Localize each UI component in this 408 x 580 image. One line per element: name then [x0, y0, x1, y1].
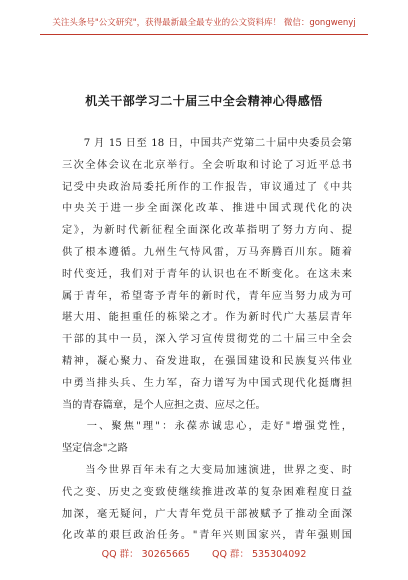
- body-line: 三次全体会议在北京举行。全会听取和讨论了习近平总书: [62, 159, 352, 171]
- body-line: 属于青年，希望寄予青年的新时代，青年应当努力成为可: [62, 290, 352, 302]
- body-line: 记受中央政治局委托所作的工作报告，审议通过了《中共: [62, 181, 352, 193]
- body-line: 中央关于进一步全面深化改革、推进中国式现代化的决: [62, 203, 352, 215]
- document-title: 机关干部学习二十届三中全会精神心得感悟: [85, 94, 323, 108]
- body-line: 定》，为新时代新征程全面深化改革指明了努力方向、提: [62, 225, 352, 237]
- body-line: 代之变、历史之变致使继续推进改革的复杂困难程度日益: [62, 486, 352, 498]
- footer-qq-group-2: QQ 群： 535304092: [211, 549, 307, 560]
- section-heading-line: 坚定信念"之路: [62, 443, 128, 455]
- body-line: 供了根本遵循。九州生气恃风雷，万马奔腾百川东。随着: [62, 246, 352, 258]
- document-body: [62, 133, 352, 547]
- footer-contact: [0, 546, 408, 560]
- section-heading-line: 一、聚焦"理"：永葆赤诚忠心，走好"增强党性，: [62, 421, 352, 433]
- body-line: 时代变迁，我们对于青年的认识也在不断变化。在这未来: [62, 268, 352, 280]
- body-line: 加深，毫无疑问，广大青年党员干部被赋予了推动全面深: [62, 508, 352, 520]
- header-divider: [40, 34, 368, 35]
- body-line: 化改革的艰巨政治任务。"青年兴则国家兴，青年强则国: [62, 530, 352, 542]
- body-line: 精神，凝心聚力、奋发进取，在强国建设和民族复兴伟业: [62, 355, 352, 367]
- body-line: 7 月 15 日至 18 日，中国共产党第二十届中央委员会第: [62, 138, 352, 149]
- body-line: 中勇当排头兵、生力军，奋力谱写为中国式现代化挺膺担: [62, 377, 352, 389]
- body-line: 堪大用、能担重任的栋梁之才。作为新时代广大基层青年: [62, 312, 352, 324]
- body-line: 当今世界百年未有之大变局加速演进，世界之变、时: [62, 464, 352, 476]
- body-line: 干部的其中一员，深入学习宣传贯彻党的二十届三中全会: [62, 334, 352, 346]
- body-line: 当的青春篇章，是个人应担之责、应尽之任。: [62, 399, 266, 411]
- promo-header: 关注头条号"公文研究"，获得最新最全最专业的公文资料库！ 微信：gongwenyj: [52, 18, 356, 28]
- footer-qq-group-1: QQ 群： 30265665: [101, 549, 190, 560]
